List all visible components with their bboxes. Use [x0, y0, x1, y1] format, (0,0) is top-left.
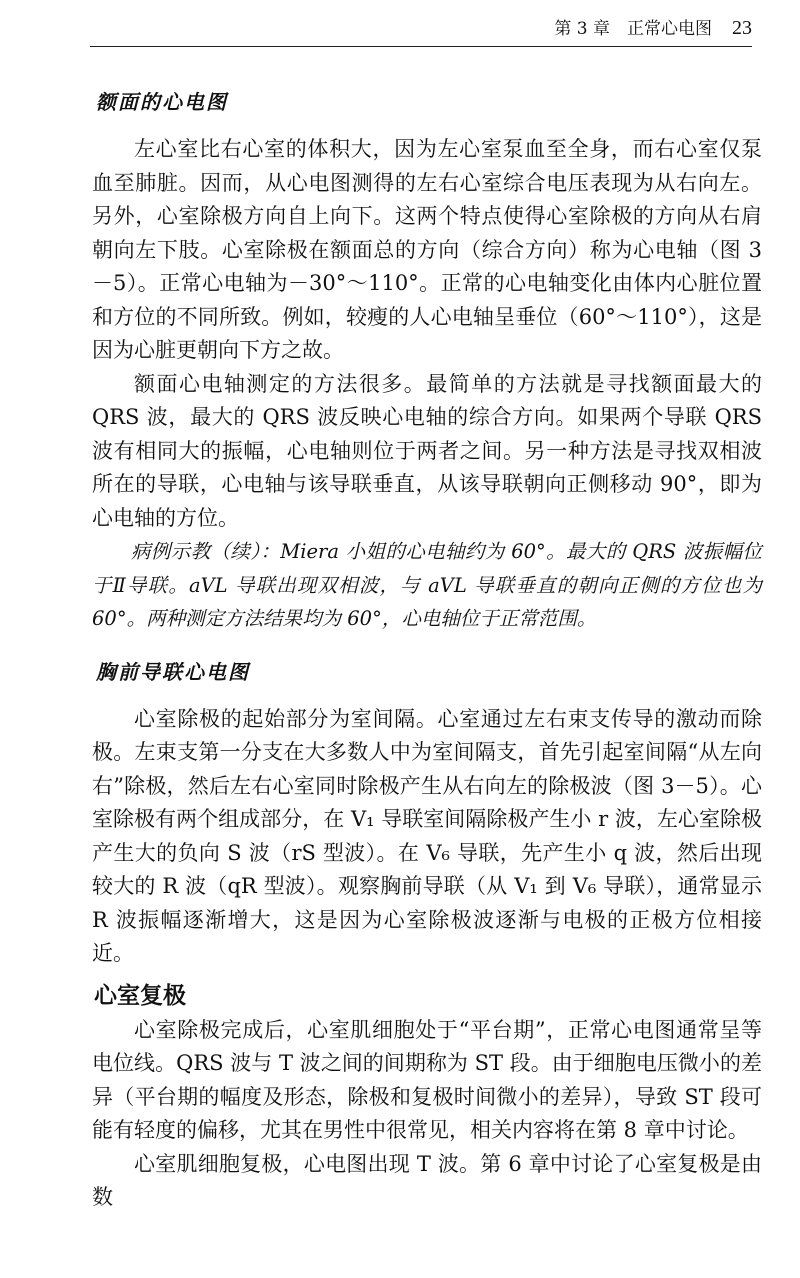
page-body	[92, 86, 762, 1215]
section-heading-repolarization: 心室复极	[94, 982, 186, 1009]
paragraph: 左心室比右心室的体积大，因为左心室泵血至全身，而右心室仅泵血至肺脏。因而，从心电图测得的左右心室综合电压表现为从右向左。另外，心室除极方向自上向下。这两个特点使得心室除极的方向从右肩朝向左下肢。心室除极在额面总的方向（综合方向）称为心电轴（图 3－5）。正常心电轴为－30°～110°。正常的心电轴变化由体内心脏位置和方位的不同所致。例如，较瘦的人心电轴呈垂位（60°～110°），这是因为心脏更朝向下方之故。	[92, 137, 762, 362]
chapter-title: 第 3 章 正常心电图	[554, 19, 712, 39]
section-heading-precordial: 胸前导联心电图	[96, 659, 250, 684]
running-header	[48, 14, 752, 40]
paragraph: 心室除极的起始部分为室间隔。心室通过左右束支传导的激动而除极。左束支第一分支在大多数人中为室间隔支，首先引起室间隔“从左向右”除极，然后左右心室同时除极产生从右向左的除极波（图 3－5）。心室除极有两个组成部分，在 V₁ 导联室间隔除极产生小 r 波，左心室除极产生大的负向 S 波（rS 型波）。在 V₆ 导联，先产生小 q 波，然后出现较大的 R 波（qR 型波）。观察胸前导联（从 V₁ 到 V₆ 导联），通常显示 R 波振幅逐渐增大，这是因为心室除极波逐渐与电极的正极方位相接近。	[92, 706, 762, 965]
section-heading-frontal: 额面的心电图	[96, 90, 228, 114]
paragraph: 心室除极完成后，心室肌细胞处于“平台期”，正常心电图通常呈等电位线。QRS 波与 T 波之间的间期称为 ST 段。由于细胞电压微小的差异（平台期的幅度及形态，除极和复极时间微小的差异），导致 ST 段可能有轻度的偏移，尤其在男性中很常见，相关内容将在第 8 章中讨论。	[92, 1017, 762, 1142]
paragraph: 额面心电轴测定的方法很多。最简单的方法就是寻找额面最大的 QRS 波，最大的 QRS 波反映心电轴的综合方向。如果两个导联 QRS 波有相同大的振幅，心电轴则位于两者之间。另一种方法是寻找双相波所在的导联，心电轴与该导联垂直，从该导联朝向正侧移动 90°，即为心电轴的方位。	[92, 371, 762, 530]
header-rule	[90, 46, 752, 47]
case-study-paragraph: 病例示教（续）：Miera 小姐的心电轴约为 60°。最大的 QRS 波振幅位于Ⅱ导联。aVL 导联出现双相波，与 aVL 导联垂直的朝向正侧的方位也为 60°。两种测定方法结果均为 60°，心电轴位于正常范围。	[92, 540, 762, 630]
paragraph: 心室肌细胞复极，心电图出现 T 波。第 6 章中讨论了心室复极是由数	[92, 1151, 762, 1209]
page-number: 23	[732, 17, 752, 39]
